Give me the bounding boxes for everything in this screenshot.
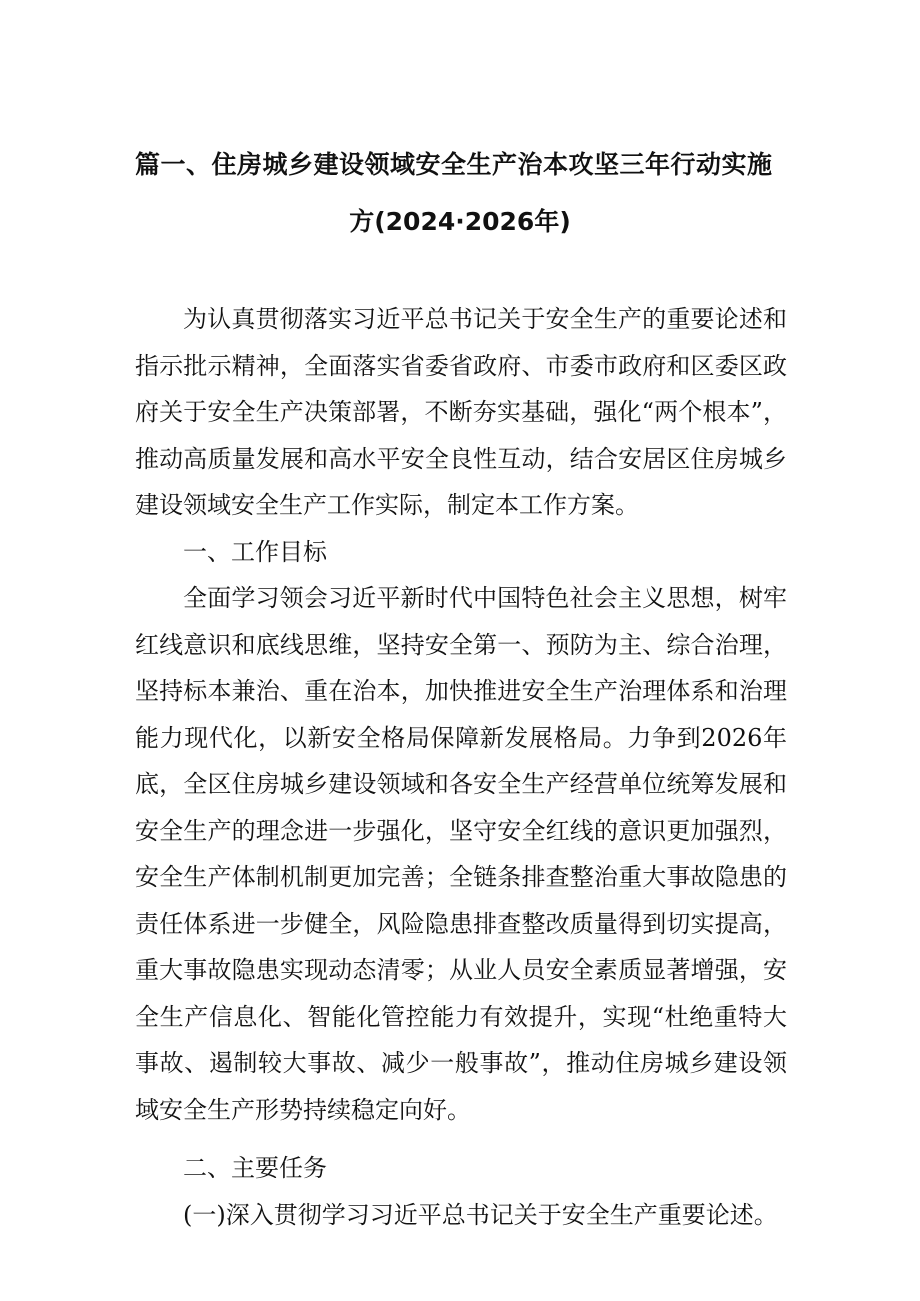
work-goals-paragraph: 全面学习领会习近平新时代中国特色社会主义思想，树牢红线意识和底线思维，坚持安全第一、预防为主、综合治理，坚持标本兼治、重在治本，加快推进安全生产治理体系和治理能力现代化，以新安全格局保障新发展格局。力争到2026年底，全区住房城乡建设领域和各安全生产经营单位统筹发展和安全生产的理念进一步强化，坚守安全红线的意识更加强烈，安全生产体制机制更加完善；全链条排查整治重大事故隐患的责任体系进一步健全，风险隐患排查整改质量得到切实提高，重大事故隐患实现动态清零；从业人员安全素质显著增强，安全生产信息化、智能化管控能力有效提升，实现“杜绝重特大事故、遏制较大事故、减少一般事故”，推动住房城乡建设领域安全生产形势持续稳定向好。 xyxy=(135,584,787,1124)
intro-paragraph: 为认真贯彻落实习近平总书记关于安全生产的重要论述和指示批示精神，全面落实省委省政府、市委市政府和区委区政府关于安全生产决策部署，不断夯实基础，强化“两个根本”，推动高质量发展和高水平安全良性互动，结合安居区住房城乡建设领域安全生产工作实际，制定本工作方案。 xyxy=(135,305,787,519)
section-heading-work-goals: 一、工作目标 xyxy=(183,537,327,566)
document-title-line-2: 方(2024·2026年) xyxy=(349,207,571,236)
section-heading-main-tasks: 二、主要任务 xyxy=(183,1154,327,1182)
main-tasks-subheading-1: (一)深入贯彻学习习近平总书记关于安全生产重要论述。 xyxy=(183,1200,778,1229)
document-body xyxy=(135,296,787,1238)
document-title-line-1: 篇一、住房城乡建设领域安全生产治本攻坚三年行动实施 xyxy=(135,150,773,179)
